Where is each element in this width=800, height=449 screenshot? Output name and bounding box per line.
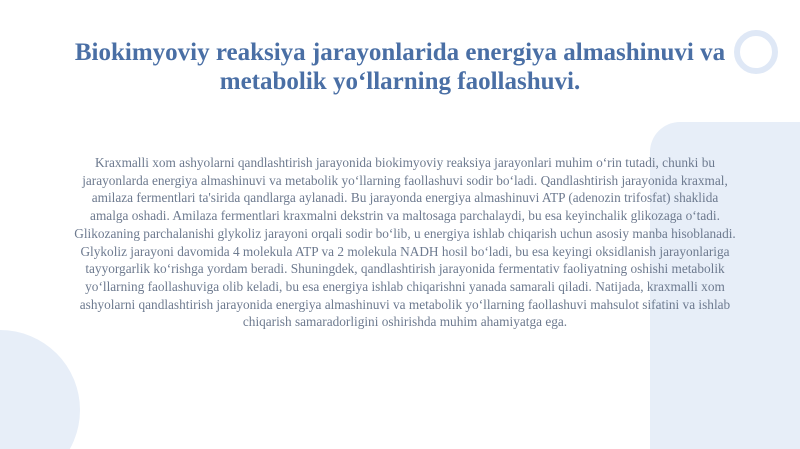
slide-title: Biokimyoviy reaksiya jarayonlarida energiya almashinuvi va metabolik yo‘llarning faollashuvi.: [74, 39, 726, 95]
slide-body-text: Kraxmalli xom ashyolarni qandlashtirish jarayonida biokimyoviy reaksiya jarayonlari muhim o‘rin tutadi, chunki bu jarayonlarda energiya almashinuvi va metabolik yo‘llarning faollashuvi sodir bo‘ladi. Qandlashtirish jarayonida kraxmal, amilaza fermentlari ta'sirida qandlarga aylanadi. Bu jarayonda energiya almashinuvi ATP (adenozin trifosfat) shaklida amalga oshadi. Amilaza fermentlari kraxmalni dekstrin va maltosaga parchalaydi, bu esa keyinchalik glikozaga o‘tadi. Glikozaning parchalanishi glykoliz jarayoni orqali sodir bo‘lib, u energiya ishlab chiqarish uchun asosiy manba hisoblanadi. Glykoliz jarayoni davomida 4 molekula ATP va 2 molekula NADH hosil bo‘ladi, bu esa keyingi oksidlanish jarayonlariga tayyorgarlik ko‘rishga yordam beradi. Shuningdek, qandlashtirish jarayonida fermentativ faoliyatning oshishi metabolik yo‘llarning faollashuviga olib keladi, bu esa energiya ishlab chiqarishni yanada samarali qiladi. Natijada, kraxmalli xom ashyolarni qandlashtirish jarayonida energiya almashinuvi va metabolik yo‘llarning faollashuvi mahsulot sifatini va ishlab chiqarish samaradorligini oshirishda muhim ahamiyatga ega.: [74, 155, 736, 330]
decorative-circle: [0, 330, 80, 449]
